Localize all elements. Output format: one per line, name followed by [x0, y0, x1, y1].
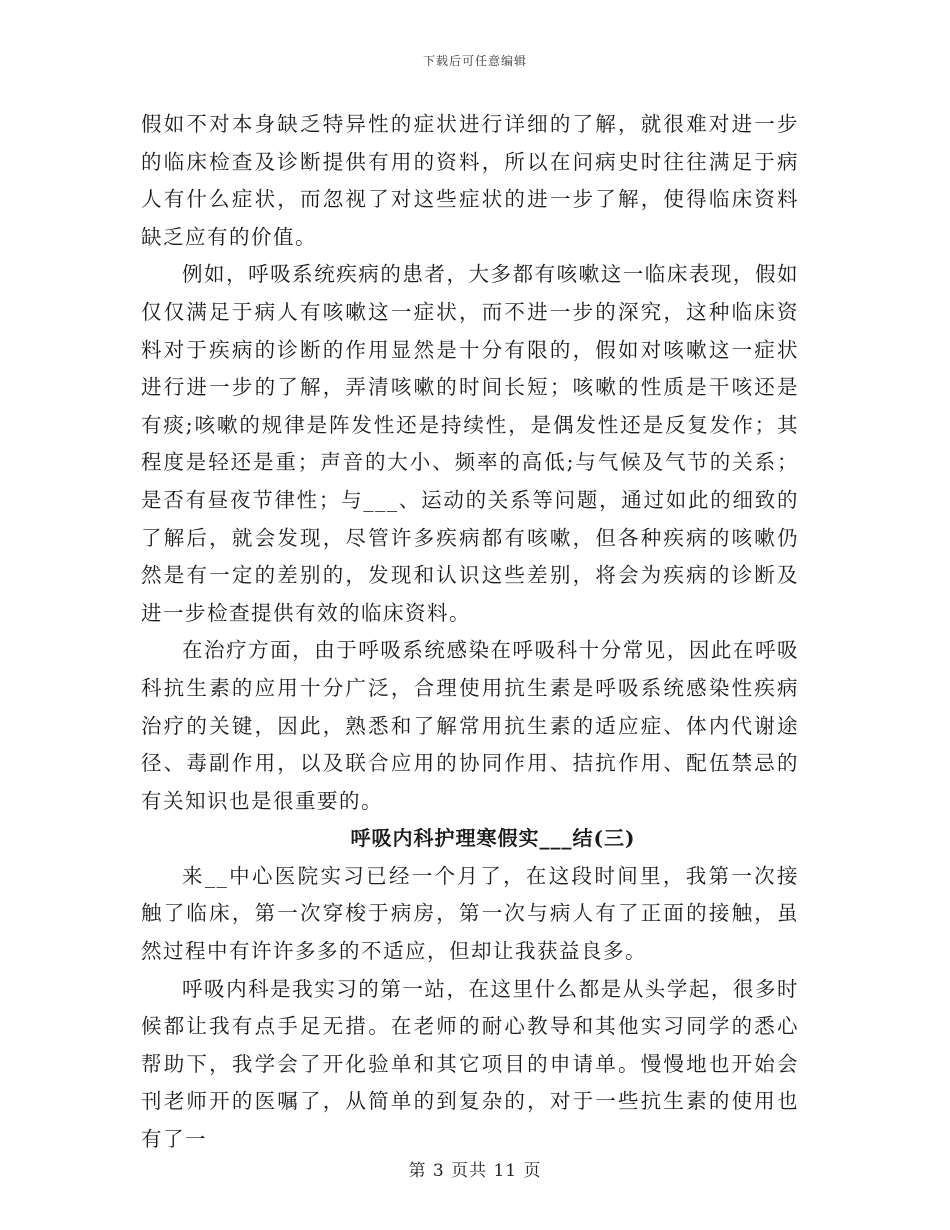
section-title: 呼吸内科护理寒假实___结(三): [350, 826, 636, 851]
paragraph-respiratory-dept: 呼吸内科是我实习的第一站，在这里什么都是从头学起，很多时候都让我有点手足无措。在老师的耐心教导和其他实习同学的悉心帮助下，我学会了开化验单和其它项目的申请单。慢慢地也开始会刊老师开的医嘱了，从简单的到复杂的，对于一些抗生素的使用也有了一: [141, 976, 799, 1152]
paragraph-treatment: 在治疗方面，由于呼吸系统感染在呼吸科十分常见，因此在呼吸科抗生素的应用十分广泛，合理使用抗生素是呼吸系统感染性疾病治疗的关键，因此，熟悉和了解常用抗生素的适应症、体内代谢途径、毒副作用，以及联合应用的协同作用、拮抗作用、配伍禁忌的有关知识也是很重要的。: [141, 638, 799, 813]
paragraph-continuation: 假如不对本身缺乏特异性的症状进行详细的了解，就很难对进一步的临床检查及诊断提供有用的资料，所以在问病史时往往满足于病人有什么症状，而忽视了对这些症状的进一步了解，使得临床资料缺乏应有的价值。: [141, 112, 799, 249]
paragraph-internship-intro: 来__中心医院实习已经一个月了，在这段时间里，我第一次接触了临床，第一次穿梭于病房，第一次与病人有了正面的接触，虽然过程中有许许多多的不适应，但却让我获益良多。: [141, 863, 799, 964]
document-body: [141, 106, 799, 1159]
header-note: 下载后可任意编辑: [422, 54, 527, 68]
page-number: 第 3 页共 11 页: [408, 1161, 542, 1181]
paragraph-cough-example: 例如，呼吸系统疾病的患者，大多都有咳嗽这一临床表现，假如仅仅满足于病人有咳嗽这一症状，而不进一步的深究，这种临床资料对于疾病的诊断的作用显然是十分有限的，假如对咳嗽这一症状进行进一步的了解，弄清咳嗽的时间长短；咳嗽的性质是干咳还是有痰;咳嗽的规律是阵发性还是持续性，是偶发性还是反复发作；其程度是轻还是重；声音的大小、频率的高低;与气候及气节的关系；是否有昼夜节律性；与___、运动的关系等问题，通过如此的细致的了解后，就会发现，尽管许多疾病都有咳嗽，但各种疾病的咳嗽仍然是有一定的差别的，发现和认识这些差别，将会为疾病的诊断及进一步检查提供有效的临床资料。: [141, 262, 799, 625]
